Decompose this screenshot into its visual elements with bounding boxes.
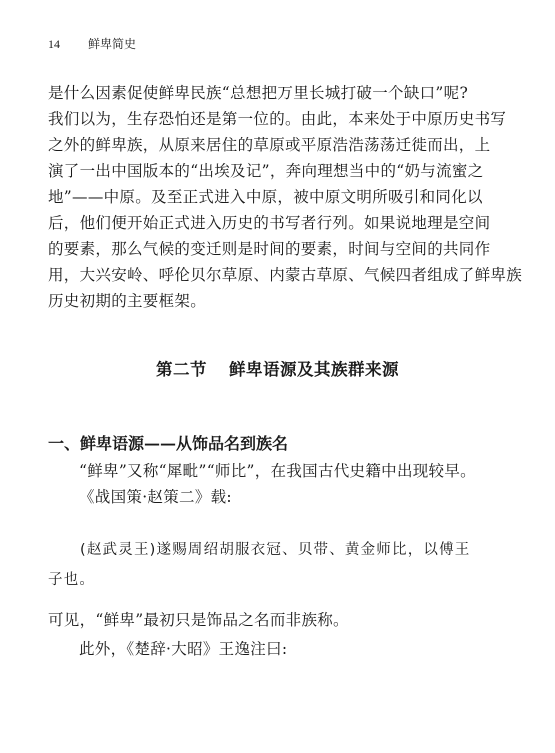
text-line: 可见，“鲜卑”最初只是饰品之名而非族称。 (48, 611, 349, 629)
text-line: 历史初期的主要框架。 (48, 292, 207, 310)
text-line: 《战国策·赵策二》载: (79, 488, 232, 506)
text-line: “鲜卑”又称“犀毗”“师比”，在我国古代史籍中出现较早。 (79, 462, 476, 480)
text-line: 用，大兴安岭、呼伦贝尔草原、内蒙古草原、气候四者组成了鲜卑族 (48, 266, 523, 284)
text-line: 后，他们便开始正式进入历史的书写者行列。如果说地理是空间 (48, 214, 491, 232)
text-line: 演了一出中国版本的“出埃及记”，奔向理想当中的“奶与流蜜之 (48, 162, 484, 180)
section-heading-text: 鲜卑语源及其族群来源 (229, 360, 399, 379)
text-line: 地”——中原。及至正式进入中原，被中原文明所吸引和同化以 (48, 188, 483, 206)
text-line: 我们以为，生存恐怕还是第一位的。由此，本来处于中原历史书写 (48, 110, 507, 128)
quote-line: (赵武灵王)遂赐周绍胡服衣冠、贝带、黄金师比，以傅王 (80, 542, 471, 558)
section-number: 第二节 (156, 360, 207, 379)
subsection-heading: 一、鲜卑语源——从饰品名到族名 (48, 434, 289, 453)
text-line: 的要素，那么气候的变迁则是时间的要素，时间与空间的共同作 (48, 240, 491, 258)
text-line: 此外，《楚辞·大昭》王逸注曰: (79, 640, 288, 658)
text-line: 之外的鲜卑族，从原来居住的草原或平原浩浩荡荡迁徙而出，上 (48, 136, 491, 154)
body-paragraph-3 (48, 607, 508, 633)
text-line: 是什么因素促使鲜卑民族“总想把万里长城打破一个缺口”呢? (48, 84, 469, 102)
book-title: 鲜卑简史 (88, 37, 137, 51)
section-title (0, 358, 555, 382)
block-quote (48, 535, 510, 595)
body-paragraph-4 (48, 636, 508, 662)
body-paragraph-1 (48, 80, 523, 314)
quote-line: 子也。 (48, 572, 96, 588)
body-paragraph-2 (48, 458, 508, 510)
running-head (48, 36, 136, 52)
page-number: 14 (48, 37, 60, 51)
